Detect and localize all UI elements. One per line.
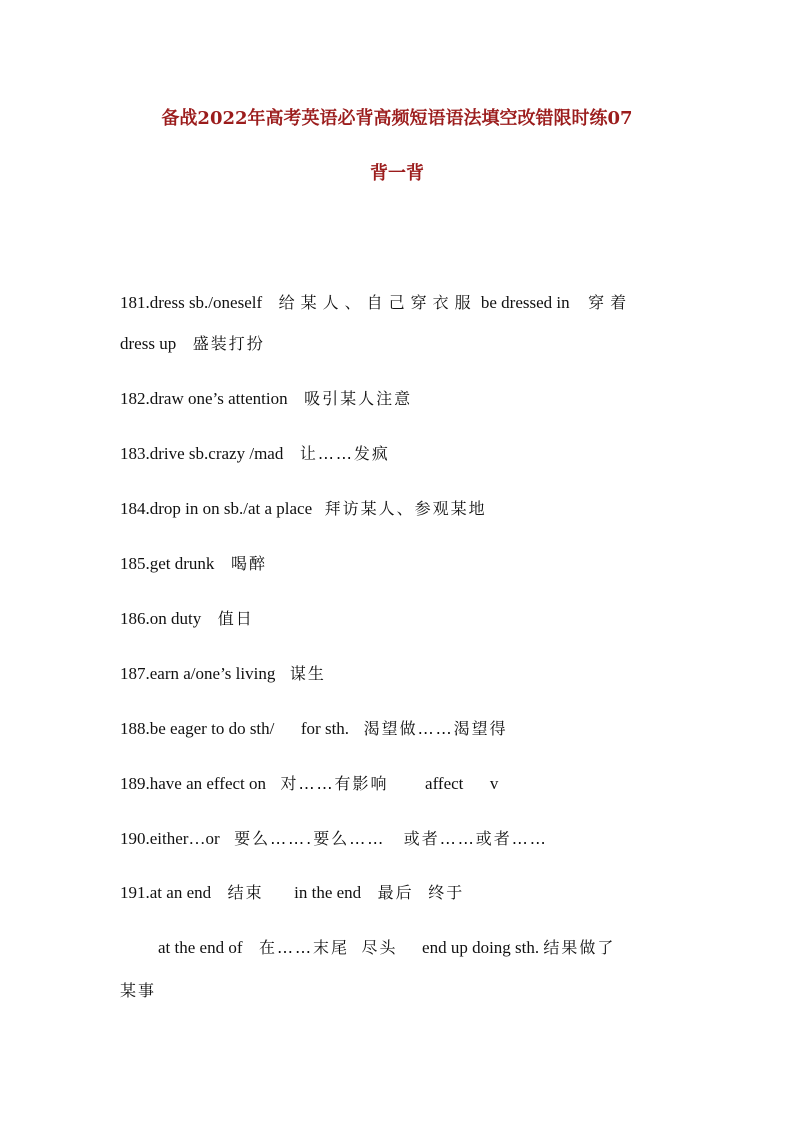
- entry-181-meaning-2: 穿着: [588, 293, 633, 312]
- entry-188-phrase: 188.be eager to do sth/: [120, 719, 275, 738]
- entry-190-meaning: 要么…….要么……: [234, 829, 386, 848]
- document-subtitle: 背一背: [370, 163, 424, 184]
- entry-191-meaning-4: 在……末尾: [259, 938, 350, 957]
- entry-185-phrase: 185.get drunk: [120, 554, 215, 573]
- entry-191-phrase: 191.at an end: [120, 883, 212, 902]
- entry-181-meaning-3: 盛装打扮: [192, 334, 265, 353]
- entry-191-phrase-4: end up doing sth.: [422, 938, 540, 957]
- entry-187-phrase: 187.earn a/one’s living: [120, 664, 276, 683]
- entry-189-meaning: 对……有影响: [280, 774, 389, 793]
- entry-185-meaning: 喝醉: [230, 554, 267, 573]
- entry-181-phrase-3: dress up: [120, 334, 177, 353]
- entry-191-phrase-2: in the end: [294, 883, 362, 902]
- entry-186: [120, 607, 676, 631]
- entry-183-phrase: 183.drive sb.crazy /mad: [120, 444, 284, 463]
- entry-191-meaning-5: 尽头: [361, 938, 398, 957]
- entry-191-continuation: [158, 936, 676, 960]
- entry-188: [120, 717, 676, 741]
- entry-189-phrase: 189.have an effect on: [120, 774, 267, 793]
- entry-182-meaning: 吸引某人注意: [304, 389, 413, 408]
- entry-183-meaning: 让……发疯: [299, 444, 390, 463]
- entry-191-meaning-3: 终于: [428, 883, 465, 902]
- entry-181-phrase: 181.dress sb./oneself: [120, 293, 263, 312]
- entry-184-meaning: 拜访某人、参观某地: [324, 499, 487, 518]
- entry-189-part-of-speech: v: [489, 774, 499, 793]
- document-title: 备战2022年高考英语必背高频短语语法填空改错限时练07: [161, 108, 633, 129]
- entry-186-phrase: 186.on duty: [120, 609, 202, 628]
- entry-189-synonym: affect: [425, 774, 464, 793]
- entry-190: [120, 827, 676, 851]
- entry-183: [120, 442, 676, 466]
- entry-191: [120, 881, 676, 905]
- entry-191-phrase-3: at the end of: [158, 938, 243, 957]
- entry-186-meaning: 值日: [217, 609, 254, 628]
- entry-188-meaning: 渴望做……渴望得: [363, 719, 508, 738]
- entry-181-line-2: [120, 332, 676, 356]
- entry-189: [120, 772, 676, 796]
- entry-181-phrase-2: be dressed in: [480, 293, 570, 312]
- entry-190-phrase: 190.either…or: [120, 829, 220, 848]
- entry-191-continuation-2: [120, 979, 676, 1003]
- entry-187: [120, 662, 676, 686]
- entry-191-meaning-2: 最后: [377, 883, 414, 902]
- entry-181-meaning: 给某人、自己穿衣服: [278, 293, 477, 312]
- entry-182-phrase: 182.draw one’s attention: [120, 389, 288, 408]
- entry-191-meaning: 结束: [227, 883, 264, 902]
- entry-184: [120, 497, 676, 521]
- entry-191-meaning-7: 某事: [120, 981, 157, 1000]
- entry-187-meaning: 谋生: [289, 664, 326, 683]
- entry-182: [120, 387, 676, 411]
- entry-191-meaning-6: 结果做了: [543, 938, 616, 957]
- entry-181-line-1: [120, 291, 676, 315]
- entry-185: [120, 552, 676, 576]
- entry-190-meaning-2: 或者……或者……: [403, 829, 548, 848]
- entry-188-phrase-2: for sth.: [300, 719, 350, 738]
- entry-184-phrase: 184.drop in on sb./at a place: [120, 499, 313, 518]
